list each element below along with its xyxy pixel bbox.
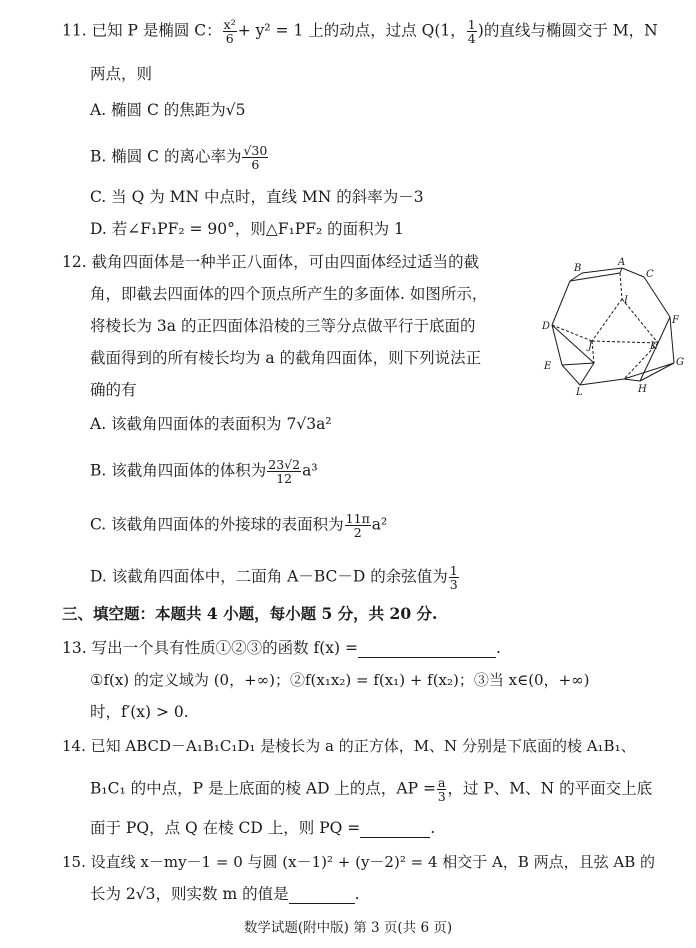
q11-option-d: D. 若∠F₁PF₂ = 90°，则△F₁PF₂ 的面积为 1 (90, 220, 404, 238)
q12-stem-line2: 角，即截去四面体的四个顶点所产生的多面体. 如图所示， (90, 285, 488, 303)
q13-answer-blank[interactable] (358, 641, 496, 658)
q15-answer-blank[interactable] (289, 887, 355, 904)
figure-label-k: K (650, 341, 658, 352)
q15-stem-line2: 长为 2√3，则实数 m 的值是 . (90, 885, 360, 903)
q11-option-c: C. 当 Q 为 MN 中点时，直线 MN 的斜率为－3 (90, 188, 424, 206)
q15-stem-line1: 15. 设直线 x－my－1 = 0 与圆 (x－1)² + (y－2)² = 4 相交于 A，B 两点，且弦 AB 的 (62, 853, 656, 871)
figure-label-l: L (576, 387, 583, 395)
page-footer: 数学试题(附中版) 第 3 页(共 6 页) (243, 920, 453, 936)
figure-label-j: J (588, 341, 593, 352)
q12-option-d: D. 该截角四面体中，二面角 A－BC－D 的余弦值为 $\frac{1}{3}$ (90, 563, 458, 592)
q14-stem-line2: B₁C₁ 的中点，P 是上底面的棱 AD 上的点，AP = $\frac{a}{3}$ ，过 P、M、N 的平面交上底 (90, 775, 653, 804)
q12-stem-line5: 确的有 (90, 381, 137, 399)
ellipse-fraction: $\frac{\text{x²}}{6}$ (223, 17, 236, 46)
figure-label-i: I (624, 295, 628, 306)
figure-label-g: G (676, 357, 684, 368)
q12-option-a: A. 该截角四面体的表面积为 7√3a² (90, 415, 332, 433)
q11-stem-part-b: + y² = 1 上的动点，过点 Q (237, 21, 435, 40)
figure-label-b: B (574, 263, 582, 274)
q13-stem-line2: ①f(x) 的定义域为 (0，+∞)；②f(x₁x₂) = f(x₁) + f(x₂)；③当 x∈(0，+∞) (90, 671, 590, 689)
figure-label-c: C (646, 269, 654, 280)
q12-stem-line1: 12. 截角四面体是一种半正八面体，可由四面体经过适当的截 (62, 253, 480, 271)
q11-stem-part-c: 的直线与椭圆交于 M，N (483, 21, 658, 40)
figure-label-f: F (672, 315, 679, 326)
point-q-fraction: $\frac{1}{4}$ (467, 17, 476, 46)
figure-label-e: E (544, 361, 552, 372)
figure-label-d: D (542, 321, 551, 332)
figure-label-a: A (618, 257, 626, 268)
truncated-tetrahedron-figure (540, 255, 690, 395)
q14-stem-line3: 面于 PQ，点 Q 在棱 CD 上，则 PQ = . (90, 819, 436, 837)
q11-stem-line1: 11. 已知 P 是椭圆 C： $\frac{\text{x²}}{6}$ + y² = 1 上的动点，过点 Q(1， $\frac{1}{4}$ )的直线与椭圆交于 M，N (62, 17, 658, 46)
q13-stem-line3: 时，f′(x) > 0. (90, 703, 189, 721)
q12-option-b: B. 该截角四面体的体积为 $\frac{23√2}{12}$ a³ (90, 457, 318, 486)
ap-fraction: $\frac{a}{3}$ (437, 775, 446, 804)
q12-stem-line3: 将棱长为 3a 的正四面体沿棱的三等分点做平行于底面的 (90, 317, 476, 335)
q11-option-a: A. 椭圆 C 的焦距为√5 (90, 101, 246, 119)
q14-stem-line1: 14. 已知 ABCD－A₁B₁C₁D₁ 是棱长为 a 的正方体，M、N 分别是下底面的棱 A₁B₁、 (62, 737, 636, 755)
section-3-heading: 三、填空题：本题共 4 小题，每小题 5 分，共 20 分. (62, 604, 438, 623)
q11-option-b: B. 椭圆 C 的离心率为 $\frac{√30}{6}$ (90, 143, 268, 172)
q14-answer-blank[interactable] (360, 821, 430, 838)
q12-stem-line4: 截面得到的所有棱长均为 a 的截角四面体，则下列说法正 (90, 349, 482, 367)
q11-stem-line2: 两点，则 (90, 65, 153, 83)
q12-option-c: C. 该截角四面体的外接球的表面积为 $\frac{11\pi}{2}$ a² (90, 511, 388, 540)
q13-stem-line1: 13. 写出一个具有性质①②③的函数 f(x) = . (62, 639, 501, 657)
q11-stem-part-a: 11. 已知 P 是椭圆 C： (62, 21, 222, 40)
figure-label-h: H (638, 384, 647, 395)
